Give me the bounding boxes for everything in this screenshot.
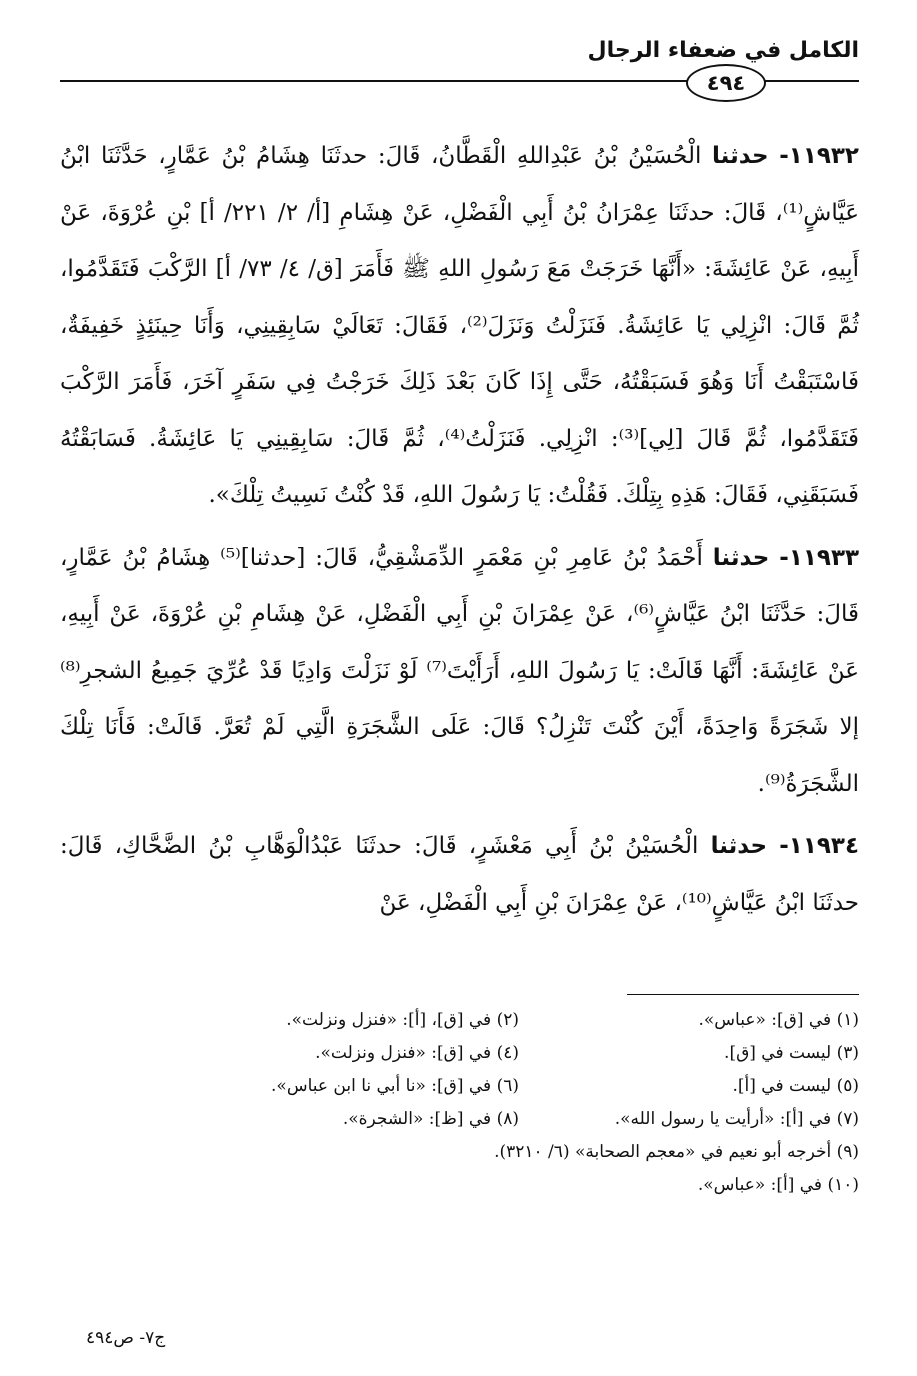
footnote-row xyxy=(60,1103,859,1136)
hadith-lead-word: حدثنا xyxy=(712,544,770,571)
footnote-1: (١) في [ق]: «عباس». xyxy=(698,1010,859,1030)
hadith-11934 xyxy=(60,818,859,931)
hadith-number: ١١٩٣٢- xyxy=(779,143,859,169)
footnote-separator xyxy=(627,994,859,995)
footnote-row xyxy=(60,1037,859,1070)
footnotes xyxy=(60,1004,859,1202)
footnote-10: (١٠) في [أ]: «عباس». xyxy=(697,1175,859,1195)
hadith-lead-word: حدثنا xyxy=(712,143,769,169)
footnote-3: (٣) ليست في [ق]. xyxy=(724,1043,859,1063)
footnote-5: (٥) ليست في [أ]. xyxy=(732,1076,859,1096)
running-title: الكامل في ضعفاء الرجال xyxy=(587,38,859,63)
page-number-badge: ٤٩٤ xyxy=(686,64,766,102)
hadith-text: أَحْمَدُ بْنُ عَامِرِ بْنِ مَعْمَرٍ الدِّمَشْقِيُّ، قَالَ: [حدثنا]⁽⁵⁾ هِشَامُ بْنُ عَمَّارٍ، قَالَ: حَدَّثَنَا ابْنُ عَيَّاشٍ⁽⁶⁾، عَنْ عِمْرَانَ بْنِ أَبِي الْفَضْلِ، عَنْ هِشَامِ بْنِ عُرْوَةَ، عَنْ أَبِيهِ، عَنْ عَائِشَةَ: أَنَّهَا قَالَتْ: يَا رَسُولَ اللهِ، أَرَأَيْتَ⁽⁷⁾ لَوْ نَزَلْتَ وَادِيًا قَدْ عُرِّيَ جَمِيعُ الشجرِ⁽⁸⁾ إلا شَجَرَةً وَاحِدَةً، أَيْنَ كُنْتَ تَنْزِلُ؟ قَالَ: عَلَى الشَّجَرَةِ الَّتِي لَمْ تُعَرَّ. قَالَتْ: فَأَنَا تِلْكَ الشَّجَرَةُ⁽⁹⁾. xyxy=(60,544,859,797)
footnote-8: (٨) في [ظ]: «الشجرة». xyxy=(342,1109,519,1129)
hadith-number: ١١٩٣٤- xyxy=(779,833,859,859)
volume-page-reference: ج٧- ص٤٩٤ xyxy=(86,1328,166,1348)
footnote-4: (٤) في [ق]: «فنزل ونزلت». xyxy=(315,1043,519,1063)
footnote-6: (٦) في [ق]: «نا أبي نا ابن عباس». xyxy=(271,1076,519,1096)
hadith-text: الْحُسَيْنُ بْنُ أَبِي مَعْشَرٍ، قَالَ: حدثَنَا عَبْدُالْوَهَّابِ بْنُ الضَّحَّاكِ، قَالَ: حدثَنَا ابْنُ عَيَّاشٍ⁽¹⁰⁾، عَنْ عِمْرَانَ بْنِ أَبِي الْفَضْلِ، عَنْ xyxy=(60,833,859,916)
hadith-lead-word: حدثنا xyxy=(710,833,768,859)
footnote-2: (٢) في [ق]، [أ]: «فنزل ونزلت». xyxy=(286,1010,519,1030)
footnote-9: (٩) أخرجه أبو نعيم في «معجم الصحابة» (٦/ ٣٢١٠). xyxy=(494,1142,859,1162)
hadith-11933 xyxy=(60,530,859,813)
footnote-row xyxy=(60,1004,859,1037)
main-text xyxy=(60,128,859,931)
footnote-row xyxy=(60,1070,859,1103)
hadith-11932 xyxy=(60,128,859,524)
footnote-7: (٧) في [أ]: «أرأيت يا رسول الله». xyxy=(614,1109,859,1129)
hadith-text: الْحُسَيْنُ بْنُ عَبْدِاللهِ الْقَطَّانُ، قَالَ: حدثَنَا هِشَامُ بْنُ عَمَّارٍ، حَدَّثَنَا ابْنُ عَيَّاشٍ⁽¹⁾، قَالَ: حدثَنَا عِمْرَانُ بْنُ أَبِي الْفَضْلِ، عَنْ هِشَامِ [أ/ ٢/ ٢٢١/ أ] بْنِ عُرْوَةَ، عَنْ أَبِيهِ، عَنْ عَائِشَةَ: «أَنَّهَا خَرَجَتْ مَعَ رَسُولِ اللهِ ﷺ فَأَمَرَ [ق/ ٤/ ٧٣/ أ] الرَّكْبَ فَتَقَدَّمُوا، ثُمَّ قَالَ: انْزِلِي يَا عَائِشَةُ. فَنَزَلْتُ وَنَزَلَ⁽²⁾، فَقَالَ: تَعَالَيْ سَابِقِينِي، وَأَنَا حِينَئِذٍ خَفِيفَةٌ، فَاسْتَبَقْتُ أَنَا وَهُوَ فَسَبَقْتُهُ، حَتَّى إِذَا كَانَ بَعْدَ ذَلِكَ خَرَجْتُ فِي سَفَرٍ آخَرَ، فَأَمَرَ الرَّكْبَ فَتَقَدَّمُوا، ثُمَّ قَالَ [لِي]⁽³⁾: انْزِلِي. فَنَزَلْتُ⁽⁴⁾، ثُمَّ قَالَ: سَابِقِينِي يَا عَائِشَةُ. فَسَابَقْتُهُ فَسَبَقَنِي، فَقَالَ: هَذِهِ بِتِلْكَ. فَقُلْتُ: يَا رَسُولَ اللهِ، قَدْ كُنْتُ نَسِيتُ تِلْكَ». xyxy=(60,143,860,508)
hadith-number: ١١٩٣٣- xyxy=(779,544,860,571)
